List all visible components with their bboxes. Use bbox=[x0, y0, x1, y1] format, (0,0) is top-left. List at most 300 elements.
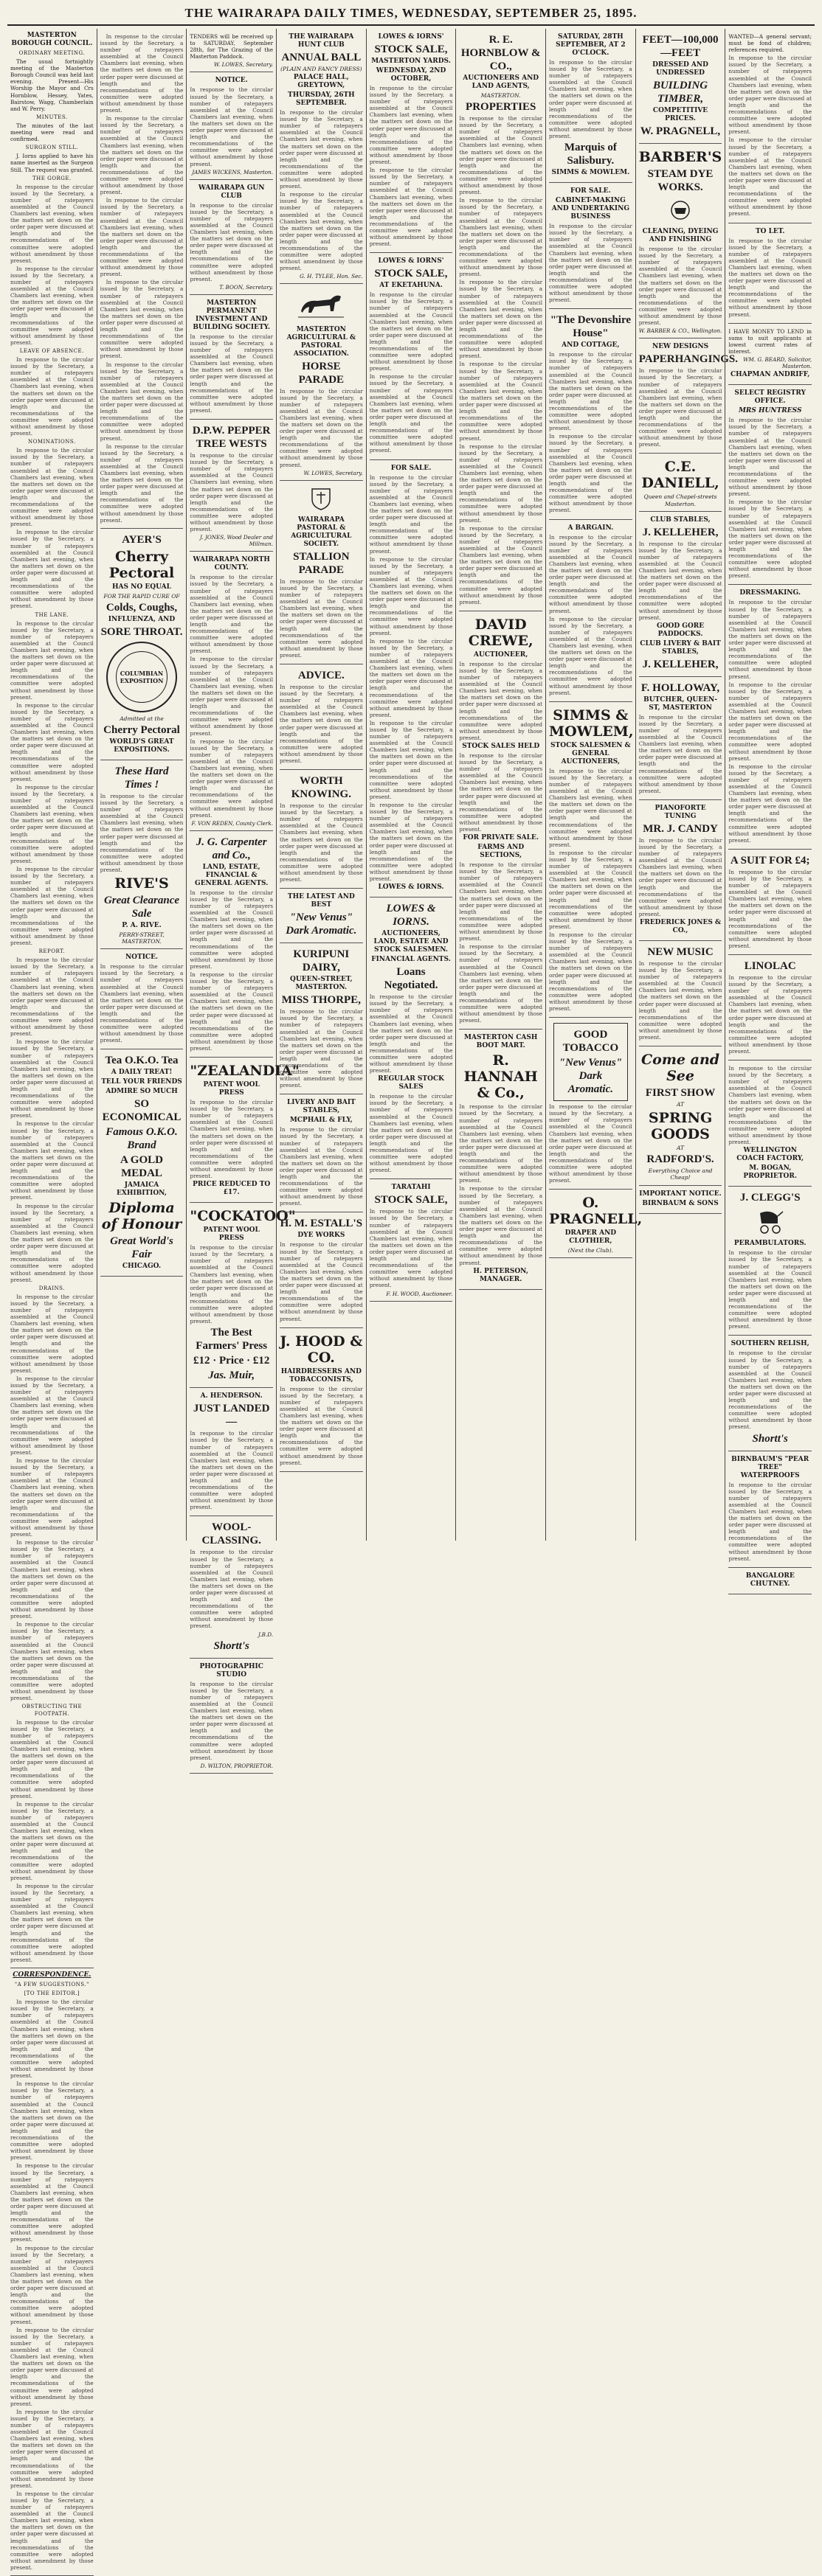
ad-line: BUTCHER, QUEEN-ST, MASTERTON bbox=[643, 695, 717, 712]
ad-line: Great World's Fair bbox=[110, 1235, 173, 1261]
ad-line: A GOLD MEDAL bbox=[120, 1154, 163, 1180]
ad-line: (PLAIN AND FANCY DRESS) bbox=[280, 66, 362, 72]
subheading: ORDINARY MEETING. bbox=[18, 50, 86, 56]
article-paragraph: In response to the circular issued by the Secretary, a number of ratepayers assembled at the Council Chambers last evening, when the matters set down on the order paper were discussed at length and the recommendations of the committee were adopted without amendment by those present. bbox=[100, 33, 184, 114]
ad-text: In response to the circular issued by the Secretary, a number of ratepayers assembled at the Council Chambers last evening, when the matters set down on the order paper were discussed at length and the recommendations of the committee were adopted without amendment by those present. bbox=[459, 1185, 543, 1266]
article-paragraph: In response to the circular issued by the Secretary, a number of ratepayers assembled at the Council Chambers last evening, when the matters set down on the order paper were discussed at length and the recommendations of the committee were adopted without amendment by those present. bbox=[10, 1718, 94, 1799]
ad-line: DRESSED AND UNDRESSED bbox=[652, 61, 708, 77]
ad-text: In response to the circular issued by the Secretary, a number of ratepayers assembled at the Council Chambers last evening, when the matters set down on the order paper were discussed at length and the recommendations of the committee were adopted without amendment by those present. bbox=[369, 1208, 453, 1289]
ad-text: In response to the circular issued by the Secretary, a number of ratepayers assembled at the Council Chambers last evening, when the matters set down on the order paper were discussed at length and the recommendations of the committee were adopted without amendment by those present. bbox=[549, 223, 632, 304]
article-paragraph: In response to the circular issued by the Secretary, a number of ratepayers assembled at the Council Chambers last evening, when the matters set down on the order paper were discussed at length and the recommendations of the committee were adopted without amendment by those present. bbox=[100, 115, 184, 196]
ad-text: In response to the circular issued by the Secretary, a number of ratepayers assembled at the Council Chambers last evening, when the matters set down on the order paper were discussed at length and the recommendations of the committee were adopted without amendment by those present. bbox=[190, 737, 274, 819]
article-paragraph: In response to the circular issued by the Secretary, a number of ratepayers assembled at the Council Chambers last evening, when the matters set down on the order paper were discussed at length and the recommendations of the committee were adopted without amendment by those present. bbox=[10, 183, 94, 264]
section-title: CORRESPONDENCE. bbox=[13, 1971, 91, 1979]
seal-inner bbox=[116, 651, 167, 703]
ad-line: SORE THROAT. bbox=[100, 625, 183, 638]
ad-text: In response to the circular issued by the Secretary, a number of ratepayers assembled at the Council Chambers last evening, when the matters set down on the order paper were discussed at length and the recommendations of the committee were adopted without amendment by those present. bbox=[100, 963, 184, 1044]
ad-line: MCPHAIL & FLY, bbox=[289, 1117, 353, 1125]
ad-text: In response to the circular issued by the Secretary, a number of ratepayers assembled at the Council Chambers last evening, when the matters set down on the order paper were discussed at length and the recommendations of the committee were adopted without amendment by those present. bbox=[190, 1430, 274, 1511]
ad-line: FOR PRIVATE SALE. bbox=[463, 834, 539, 842]
ad-line: Everything Choice and Cheap! bbox=[648, 1167, 713, 1181]
ad-line: GOOD GORE PADDOCKS. bbox=[656, 622, 705, 638]
ad-line: MRS HUNTRESS bbox=[738, 407, 802, 415]
ad-text: In response to the circular issued by the Secretary, a number of ratepayers assembled at the Council Chambers last evening, when the matters set down on the order paper were discussed at length and the recommendations of the committee were adopted without amendment by those present. bbox=[728, 973, 812, 1055]
ad-heading: A BARGAIN. bbox=[567, 524, 614, 532]
ad-text: In response to the circular issued by the Secretary, a number of ratepayers assembled at the Council Chambers last evening, when the matters set down on the order paper were discussed at length and the recommendations of the committee were adopted without amendment by those present. bbox=[280, 109, 363, 190]
ad-text: In response to the circular issued by the Secretary, a number of ratepayers assembled at the Council Chambers last evening, when the matters set down on the order paper were discussed at length and the recommendations of the committee were adopted without amendment by those present. bbox=[728, 599, 812, 680]
ad-text: In response to the circular issued by the Secretary, a number of ratepayers assembled at the Council Chambers last evening, when the matters set down on the order paper were discussed at length and the recommendations of the committee were adopted without amendment by those present. bbox=[549, 433, 632, 514]
chutney-ad bbox=[728, 1568, 812, 1594]
ad-heading: WELLINGTON COACH FACTORY, bbox=[736, 1147, 804, 1163]
ad-heading: FEET—100,000—FEET bbox=[642, 34, 719, 59]
ad-line: PERAMBULATORS. bbox=[733, 1240, 807, 1248]
ad-line: FINANCIAL AGENTS. bbox=[371, 956, 451, 964]
ad-text: In response to the circular issued by the Secretary, a number of ratepayers assembled at the Council Chambers last evening, when the matters set down on the order paper were discussed at length and the recommendations of the committee were adopted without amendment by those present. bbox=[459, 442, 543, 524]
piano-ad bbox=[639, 800, 722, 941]
ad-heading: LIVERY AND BAIT STABLES, bbox=[286, 1099, 356, 1115]
ad-line: J. KELLEHER, bbox=[642, 526, 719, 538]
article-paragraph: In response to the circular issued by the Secretary, a number of ratepayers assembled at the Council Chambers last evening, when the matters set down on the order paper were discussed at length and the recommendations of the committee were adopted without amendment by those present. bbox=[100, 197, 184, 278]
ad-line: SPRING GOODS bbox=[648, 1110, 713, 1143]
ad-line: CABINET-MAKING AND UNDERTAKING BUSINESS bbox=[551, 197, 630, 221]
ad-text: In response to the circular issued by the Secretary, a number of ratepayers assembled at the Council Chambers last evening, when the matters set down on the order paper were discussed at length and the recommendations of the committee were adopted without amendment by those present. bbox=[100, 792, 184, 873]
article-paragraph: In response to the circular issued by the Secretary, a number of ratepayers assembled at the Council Chambers last evening, when the matters set down on the order paper were discussed at length and the recommendations of the committee were adopted without amendment by those present. bbox=[10, 1202, 94, 1283]
ad-signature: D. WILTON, PROPRIETOR. bbox=[200, 1762, 274, 1769]
ad-text: In response to the circular issued by the Secretary, a number of ratepayers assembled at the Council Chambers last evening, when the matters set down on the order paper were discussed at length and the recommendations of the committee were adopted without amendment by those present. bbox=[549, 533, 632, 614]
ad-line: THURSDAY, 26TH SEPTEMBER. bbox=[288, 91, 355, 108]
ad-heading: FOR SALE. bbox=[390, 464, 432, 472]
advice-ad bbox=[280, 664, 363, 770]
ad-heading: F. HOLLOWAY, bbox=[640, 681, 720, 694]
ad-text: In response to the circular issued by the Secretary, a number of ratepayers assembled at the Council Chambers last evening, when the matters set down on the order paper were discussed at length and the recommendations of the committee were adopted without amendment by those present. bbox=[369, 373, 453, 454]
article-paragraph: In response to the circular issued by the Secretary, a number of ratepayers assembled at the Council Chambers last evening, when the matters set down on the order paper were discussed at length and the recommendations of the committee were adopted without amendment by those present. bbox=[10, 2162, 94, 2243]
ad-line: STOCK SALE, bbox=[374, 44, 448, 55]
ad-signature: WM. G. BEARD, Solicitor, Masterton. bbox=[743, 356, 812, 370]
ad-signature: J.B.D. bbox=[258, 1631, 274, 1638]
ad-heading: KURIPUNI DAIRY, bbox=[293, 948, 350, 974]
ad-line: AT bbox=[677, 1101, 685, 1108]
ad-heading: MASTERTON AGRICULTURAL & PASTORAL ASSOCIATION. bbox=[286, 325, 356, 358]
ad-line: "New Venus" Dark Aromatic. bbox=[559, 1057, 623, 1096]
ad-text: In response to the circular issued by the Secretary, a number of ratepayers assembled at the Council Chambers last evening, when the matters set down on the order paper were discussed at length and the recommendations of the committee were adopted without amendment by those present. bbox=[369, 473, 453, 555]
ad-line: Marquis of Salisbury. bbox=[564, 142, 617, 167]
photo-ad bbox=[190, 1659, 273, 1774]
ad-heading: Tea O.K.O. Tea bbox=[105, 1055, 179, 1067]
ad-text: In response to the circular issued by the Secretary, a number of ratepayers assembled at the Council Chambers last evening, when the matters set down on the order paper were discussed at length and the recommendations of the committee were adopted without amendment by those present. bbox=[549, 931, 632, 1013]
article-paragraph: In response to the circular issued by the Secretary, a number of ratepayers assembled at the Council Chambers last evening, when the matters set down on the order paper were discussed at length and the recommendations of the committee were adopted without amendment by those present. bbox=[10, 2244, 94, 2325]
ad-line: AUCTIONEERS AND LAND AGENTS, bbox=[463, 74, 539, 90]
ad-text: In response to the circular issued by the Secretary, a number of ratepayers assembled at the Council Chambers last evening, when the matters set down on the order paper were discussed at length and the recommendations of the committee were adopted without amendment by those present. bbox=[190, 1680, 274, 1761]
ad-signature: LOWES & IORNS. bbox=[378, 883, 444, 892]
ad-text: In response to the circular issued by the Secretary, a number of ratepayers assembled at the Council Chambers last evening, when the matters set down on the order paper were discussed at length and the recommendations of the committee were adopted without amendment by those present. bbox=[280, 1241, 363, 1322]
ad-heading: BIRNBAUM'S "PEAR TREE" WATERPROOFS bbox=[731, 1455, 809, 1479]
article-paragraph: In response to the circular issued by the Secretary, a number of ratepayers assembled at the Council Chambers last evening, when the matters set down on the order paper were discussed at length and the recommendations of the committee were adopted without amendment by those present. bbox=[10, 1375, 94, 1456]
ad-text: In response to the circular issued by the Secretary, a number of ratepayers assembled at the Council Chambers last evening, when the matters set down on the order paper were discussed at length and the recommendations of the committee were adopted without amendment by those present. bbox=[459, 861, 543, 942]
horse-icon bbox=[295, 289, 347, 320]
article-paragraph: In response to the circular issued by the Secretary, a number of ratepayers assembled at the Council Chambers last evening, when the matters set down on the order paper were discussed at length and the recommendations of the committee were adopted without amendment by those present. bbox=[10, 619, 94, 701]
ad-heading: WORTH KNOWING. bbox=[291, 775, 351, 801]
ad-signature: JAMES WICKENS, Masterton. bbox=[192, 168, 274, 176]
ad-text: In response to the circular issued by the Secretary, a number of ratepayers assembled at the Council Chambers last evening, when the matters set down on the order paper were discussed at length and the recommendations of the committee were adopted without amendment by those present. bbox=[728, 136, 812, 218]
hood-ad bbox=[280, 1328, 363, 1472]
ad-line: Diploma of Honour bbox=[101, 1200, 182, 1233]
perambulator-icon bbox=[756, 1207, 785, 1235]
ad-heading: WAIRARAPA GUN CLUB bbox=[198, 184, 265, 200]
ad-line: TELL YOUR FRIENDS bbox=[101, 1078, 182, 1086]
ad-line: Shortt's bbox=[213, 1639, 249, 1652]
ad-line: Famous O.K.O. Brand bbox=[106, 1126, 178, 1152]
ad-text: In response to the circular issued by the Secretary, a number of ratepayers assembled at the Council Chambers last evening, when the matters set down on the order paper were discussed at length and the recommendations of the committee were adopted without amendment by those present. bbox=[369, 1093, 453, 1174]
ad-heading: RIVE'S bbox=[114, 875, 169, 892]
good-tobacco-ad bbox=[549, 1018, 632, 1190]
council-article bbox=[10, 29, 94, 1968]
article-paragraph: J. Iorns applied to have his name inserted as the Surgeon Still. The request was granted. bbox=[10, 153, 94, 173]
ad-text: In response to the circular issued by the Secretary, a number of ratepayers assembled at the Council Chambers last evening, when the matters set down on the order paper were discussed at length and the recommendations of the committee were adopted without amendment by those present. bbox=[190, 452, 274, 533]
ad-line: AT EKETAHUNA. bbox=[379, 282, 443, 290]
ad-text: In response to the circular issued by the Secretary, a number of ratepayers assembled at the Council Chambers last evening, when the matters set down on the order paper were discussed at length and the recommendations of the committee were adopted without amendment by those present. bbox=[459, 197, 543, 278]
ad-line: AND COTTAGE, bbox=[562, 341, 620, 350]
article-paragraph: In response to the circular issued by the Secretary, a number of ratepayers assembled at the Council Chambers last evening, when the matters set down on the order paper were discussed at length and the recommendations of the committee were adopted without amendment by those present. bbox=[10, 447, 94, 528]
zealandia-ad bbox=[190, 1058, 300, 1203]
ad-signature: G. H. TYLEE, Hon. Sec. bbox=[300, 273, 363, 280]
correspondence-article bbox=[10, 1968, 94, 2576]
ad-line: REGULAR STOCK SALES bbox=[378, 1075, 444, 1091]
crest-icon bbox=[306, 486, 336, 511]
ad-line: PATENT WOOL PRESS bbox=[203, 1226, 260, 1243]
ad-line: Great Clearance Sale bbox=[103, 895, 180, 920]
ad-heading: NOTICE. bbox=[125, 954, 159, 962]
salisbury-ad bbox=[549, 29, 632, 183]
subheading: REPORT. bbox=[38, 948, 65, 955]
ad-line: RADFORD'S. bbox=[646, 1153, 714, 1166]
ad-line: STOCK SALE, bbox=[374, 1194, 448, 1207]
ad-text: In response to the circular issued by the Secretary, a number of ratepayers assembled at the Council Chambers last evening, when the matters set down on the order paper were discussed at length and the recommendations of the committee were adopted without amendment by those present. bbox=[728, 55, 812, 136]
dairy-ad bbox=[280, 943, 363, 1094]
ad-heading: O. PRAGNELL, bbox=[549, 1195, 643, 1228]
wanted-ad bbox=[728, 29, 812, 223]
ad-line: STEAM DYE WORKS. bbox=[647, 168, 714, 193]
column-9 bbox=[725, 29, 815, 1588]
ad-line: JUST LANDED— bbox=[193, 1403, 270, 1428]
ad-text: In response to the circular issued by the Secretary, a number of ratepayers assembled at the Council Chambers last evening, when the matters set down on the order paper were discussed at length and the recommendations of the committee were adopted without amendment by those present. bbox=[280, 802, 363, 883]
ad-heading: C.E. DANIELL, bbox=[641, 459, 719, 492]
subheading: OBSTRUCTING THE FOOTPATH. bbox=[21, 1704, 83, 1717]
ad-text: In response to the circular issued by the Secretary, a number of ratepayers assembled at the Council Chambers last evening, when the matters set down on the order paper were discussed at length and the recommendations of the committee were adopted without amendment by those present. bbox=[549, 351, 632, 432]
column-2 bbox=[97, 29, 187, 1541]
cabinet-ad bbox=[549, 183, 632, 309]
ad-heading: AYER'S bbox=[122, 533, 162, 546]
pastoral-ad bbox=[280, 481, 363, 664]
ad-line: Loans Negotiated. bbox=[384, 966, 438, 992]
worth-knowing-ad bbox=[280, 770, 363, 889]
ad-heading: TARATAHI bbox=[391, 1184, 431, 1192]
ad-text: In response to the circular issued by the Secretary, a number of ratepayers assembled at the Council Chambers last evening, when the matters set down on the order paper were discussed at length and the recommendations of the committee were adopted without amendment by those present. bbox=[190, 1099, 274, 1180]
ad-text: In response to the circular issued by the Secretary, a number of ratepayers assembled at the Council Chambers last evening, when the matters set down on the order paper were discussed at length and the recommendations of the committee were adopted without amendment by those present. bbox=[459, 943, 543, 1024]
pragnell-draper-ad bbox=[549, 1190, 643, 1258]
ad-signature: SIMMS & MOWLEM. bbox=[551, 169, 630, 177]
article-paragraph: The minutes of the last meeting were read and confirmed. bbox=[10, 122, 94, 143]
ad-line: COMPETITIVE PRICES. bbox=[652, 107, 708, 122]
gun-club-ad bbox=[190, 180, 273, 295]
columns bbox=[7, 29, 815, 2571]
ad-heading: GOOD TOBACCO bbox=[562, 1029, 619, 1055]
article-paragraph: The usual fortnightly meeting of the Masterton Borough Council was held last evening. Present—His Worship the Mayor and Crs Hornblow, Hessey, Yates, Bairstow, Wagg, Chamberlain and W. Perry. bbox=[10, 58, 94, 112]
ad-line: INFLUENZA, AND bbox=[108, 615, 176, 623]
ad-heading: LOWES & IORNS' bbox=[378, 257, 444, 265]
ad-line: QUEEN-STREET, MASTERTON. bbox=[290, 976, 353, 992]
ad-text: In response to the circular issued by the Secretary, a number of ratepayers assembled at the Council Chambers last evening, when the matters set down on the order paper were discussed at length and the recommendations of the committee were adopted without amendment by those present. bbox=[728, 681, 812, 762]
ad-line: Admitted at the bbox=[120, 715, 164, 722]
ad-heading: MASTERTON PERMANENT INVESTMENT AND BUILDING SOCIETY. bbox=[193, 299, 271, 331]
ad-line: HAS NO EQUAL bbox=[112, 583, 171, 591]
article-paragraph: In response to the circular issued by the Secretary, a number of ratepayers assembled at the Council Chambers last evening, when the matters set down on the order paper were discussed at length and the recommendations of the committee were adopted without amendment by those present. bbox=[10, 356, 94, 437]
article-paragraph: In response to the circular issued by the Secretary, a number of ratepayers assembled at the Council Chambers last evening, when the matters set down on the order paper were discussed at length and the recommendations of the committee were adopted without amendment by those present. bbox=[10, 783, 94, 864]
exposition-seal-icon bbox=[106, 642, 177, 712]
important-notice-ad bbox=[639, 1186, 722, 1214]
ad-text: In response to the circular issued by the Secretary, a number of ratepayers assembled at the Council Chambers last evening, when the matters set down on the order paper were discussed at length and the recommendations of the committee were adopted without amendment by those present. bbox=[369, 637, 453, 718]
article-paragraph: In response to the circular issued by the Secretary, a number of ratepayers assembled at the Council Chambers last evening, when the matters set down on the order paper were discussed at length and the recommendations of the committee were adopted without amendment by those present. bbox=[10, 1038, 94, 1119]
ad-heading: SATURDAY, 28TH SEPTEMBER, AT 2 O'CLOCK. bbox=[556, 33, 626, 57]
subheading: DRAINS. bbox=[38, 1285, 65, 1291]
article-paragraph: In response to the circular issued by the Secretary, a number of ratepayers assembled at the Council Chambers last evening, when the matters set down on the order paper were discussed at length and the recommendations of the committee were adopted without amendment by those present. bbox=[10, 2326, 94, 2407]
letter-title: "A FEW SUGGESTIONS." bbox=[14, 1981, 89, 1987]
dpw-ad bbox=[190, 420, 273, 552]
ad-text: In response to the circular issued by the Secretary, a number of ratepayers assembled at the Council Chambers last evening, when the matters set down on the order paper were discussed at length and the recommendations of the committee were adopted without amendment by those present. bbox=[728, 1481, 812, 1562]
hornblow-ad bbox=[459, 29, 542, 611]
ad-text: In response to the circular issued by the Secretary, a number of ratepayers assembled at the Council Chambers last evening, when the matters set down on the order paper were discussed at length and the recommendations of the committee were adopted without amendment by those present. bbox=[638, 540, 722, 621]
oko-tea-ad bbox=[100, 1049, 184, 1277]
ag-assoc-ad bbox=[280, 284, 363, 480]
article-paragraph: In response to the circular issued by the Secretary, a number of ratepayers assembled at the Council Chambers last evening, when the matters set down on the order paper were discussed at length and the recommendations of the committee were adopted without amendment by those present. bbox=[100, 361, 184, 442]
ad-heading: DRESSMAKING. bbox=[739, 589, 801, 597]
ad-heading: These Hard Times ! bbox=[114, 765, 169, 791]
ad-signature: W. LOWES, Secretary. bbox=[303, 469, 363, 476]
ad-text: In response to the circular issued by the Secretary, a number of ratepayers assembled at the Council Chambers last evening, when the matters set down on the order paper were discussed at length and the recommendations of the committee were adopted without amendment by those present. bbox=[369, 802, 453, 883]
ad-line: FARMS AND SECTIONS, bbox=[477, 844, 525, 860]
ad-text: In response to the circular issued by the Secretary, a number of ratepayers assembled at the Council Chambers last evening, when the matters set down on the order paper were discussed at length and the recommendations of the committee were adopted without amendment by those present. bbox=[728, 868, 812, 949]
club-stables-ad bbox=[639, 512, 722, 677]
ad-line: ANNUAL BALL bbox=[281, 52, 362, 63]
ad-line: PERRY-STREET, MASTERTON. bbox=[119, 931, 165, 945]
column-4 bbox=[277, 29, 367, 1541]
ad-line: R. HANNAH & Co., bbox=[463, 1052, 538, 1102]
column-1 bbox=[7, 29, 97, 2571]
ad-text: In response to the circular issued by the Secretary, a number of ratepayers assembled at the Council Chambers last evening, when the matters set down on the order paper were discussed at length and the recommendations of the committee were adopted without amendment by those present. bbox=[369, 555, 453, 636]
ad-heading: "ZEALANDIA" bbox=[190, 1063, 300, 1080]
column-6 bbox=[456, 29, 546, 1541]
ad-text: In response to the circular issued by the Secretary, a number of ratepayers assembled at the Council Chambers last evening, when the matters set down on the order paper were discussed at length and the recommendations of the committee were adopted without amendment by those present. bbox=[190, 971, 274, 1052]
article-paragraph: In response to the circular issued by the Secretary, a number of ratepayers assembled at the Council Chambers last evening, when the matters set down on the order paper were discussed at length and the recommendations of the committee were adopted without amendment by those present. bbox=[10, 1999, 94, 2080]
ad-line: PAPERHANGINGS. bbox=[638, 353, 739, 366]
ad-text: In response to the circular issued by the Secretary, a number of ratepayers assembled at the Council Chambers last evening, when the matters set down on the order paper were discussed at length and the recommendations of the committee were adopted without amendment by those present. bbox=[549, 615, 632, 696]
stock-sale-ad bbox=[370, 29, 453, 253]
ad-heading: NEW MUSIC bbox=[647, 946, 714, 958]
ad-text: In response to the circular issued by the Secretary, a number of ratepayers assembled at the Council Chambers last evening, when the matters set down on the order paper were discussed at length and the recommendations of the committee were adopted without amendment by those present. bbox=[280, 191, 363, 272]
ad-text: In response to the circular issued by the Secretary, a number of ratepayers assembled at the Council Chambers last evening, when the matters set down on the order paper were discussed at length and the recommendations of the committee were adopted without amendment by those present. bbox=[549, 767, 632, 848]
ad-heading: TO LET. bbox=[755, 227, 785, 235]
ad-text: In response to the circular issued by the Secretary, a number of ratepayers assembled at the Council Chambers last evening, when the matters set down on the order paper were discussed at length and the recommendations of the committee were adopted without amendment by those present. bbox=[190, 201, 274, 282]
ad-line: STOCK SALES HELD bbox=[462, 742, 540, 750]
ad-text: WANTED—A general servant; must be fond of children; references required. bbox=[728, 33, 812, 54]
ad-heading: NEW DESIGNS bbox=[652, 343, 709, 351]
article-paragraph: In response to the circular issued by the Secretary, a number of ratepayers assembled at the Council Chambers last evening, when the matters set down on the order paper were discussed at length and the recommendations of the committee were adopted without amendment by those present. bbox=[10, 701, 94, 782]
ad-text: In response to the circular issued by the Secretary, a number of ratepayers assembled at the Council Chambers last evening, when the matters set down on the order paper were discussed at length and the recommendations of the committee were adopted without amendment by those present. bbox=[280, 1126, 363, 1207]
ad-heading: MASTERTON CASH BOOT MART. bbox=[464, 1034, 538, 1050]
ad-text: In response to the circular issued by the Secretary, a number of ratepayers assembled at the Council Chambers last evening, when the matters set down on the order paper were discussed at length and the recommendations of the committee were adopted without amendment by those present. bbox=[190, 86, 274, 167]
ad-text: In response to the circular issued by the Secretary, a number of ratepayers assembled at the Council Chambers last evening, when the matters set down on the order paper were discussed at length and the recommendations of the committee were adopted without amendment by those present. bbox=[728, 1249, 812, 1330]
ad-text: In response to the circular issued by the Secretary, a number of ratepayers assembled at the Council Chambers last evening, when the matters set down on the order paper were discussed at length and the recommendations of the committee were adopted without amendment by those present. bbox=[459, 1103, 543, 1184]
article-paragraph: In response to the circular issued by the Secretary, a number of ratepayers assembled at the Council Chambers last evening, when the matters set down on the order paper were discussed at length and the recommendations of the committee were adopted without amendment by those present. bbox=[10, 1882, 94, 1963]
hunt-club-ad bbox=[280, 29, 363, 284]
ad-line: The Best Farmers' Press bbox=[196, 1327, 268, 1353]
tenders-ad bbox=[190, 29, 273, 72]
article-paragraph: In response to the circular issued by the Secretary, a number of ratepayers assembled at the Council Chambers last evening, when the matters set down on the order paper were discussed at length and the recommendations of the committee were adopted without amendment by those present. bbox=[10, 1293, 94, 1374]
ad-text: In response to the circular issued by the Secretary, a number of ratepayers assembled at the Council Chambers last evening, when the matters set down on the order paper were discussed at length and the recommendations of the committee were adopted without amendment by those present. bbox=[638, 246, 722, 327]
ayers-ad bbox=[100, 529, 184, 760]
ad-line: STOCK SALESMEN & GENERAL AUCTIONEERS, bbox=[550, 741, 631, 765]
subheading: MINUTES. bbox=[36, 114, 68, 120]
ad-text: TENDERS will be received up to SATURDAY, September 28th, for The Grazing of the Masterton Paddock. bbox=[190, 33, 274, 60]
ad-line: FREDERICK JONES & CO., bbox=[639, 919, 722, 934]
timber-ad bbox=[639, 29, 722, 144]
ad-heading: "The Devonshire House" bbox=[550, 314, 632, 340]
article-paragraph: In response to the circular issued by the Secretary, a number of ratepayers assembled at the Council Chambers last evening, when the matters set down on the order paper were discussed at length and the recommendations of the committee were adopted without amendment by those present. bbox=[100, 442, 184, 524]
county-ad bbox=[190, 552, 273, 830]
rives-ad bbox=[100, 760, 184, 949]
article-paragraph: In response to the circular issued by the Secretary, a number of ratepayers assembled at the Council Chambers last evening, when the matters set down on the order paper were discussed at length and the recommendations of the committee were adopted without amendment by those present. bbox=[10, 1120, 94, 1201]
ad-line: PRICE REDUCED TO £17. bbox=[193, 1181, 271, 1197]
simms-mowlem-ad bbox=[549, 702, 632, 1018]
article-title: MASTERTON BOROUGH COUNCIL. bbox=[11, 32, 93, 47]
ad-text: In response to the circular issued by the Secretary, a number of ratepayers assembled at the Council Chambers last evening, when the matters set down on the order paper were discussed at length and the recommendations of the committee were adopted without amendment by those present. bbox=[459, 115, 543, 196]
ad-text: In response to the circular issued by the Secretary, a number of ratepayers assembled at the Council Chambers last evening, when the matters set down on the order paper were discussed at length and the recommendations of the committee were adopted without amendment by those present. bbox=[190, 333, 274, 414]
ad-heading: LINOLAC bbox=[744, 959, 796, 972]
ad-heading: FOR SALE. bbox=[570, 187, 611, 195]
livery-ad bbox=[280, 1094, 363, 1212]
dye-works-ad bbox=[280, 1212, 363, 1327]
article-paragraph: In response to the circular issued by the Secretary, a number of ratepayers assembled at the Council Chambers last evening, when the matters set down on the order paper were discussed at length and the recommendations of the committee were adopted without amendment by those present. bbox=[10, 957, 94, 1038]
ad-heading: DAVID CREWE, bbox=[468, 616, 533, 649]
ad-line: AUCTIONEER, bbox=[474, 650, 528, 659]
ad-line: ADMIRE SO MUCH bbox=[106, 1088, 178, 1096]
ad-line: BIRNBAUM & SONS bbox=[642, 1199, 719, 1207]
clegg-ad bbox=[728, 1187, 812, 1336]
ad-heading: BANGALORE CHUTNEY. bbox=[745, 1572, 795, 1588]
ad-line: "New Venus" Dark Aromatic. bbox=[286, 912, 357, 937]
article-paragraph: In response to the circular issued by the Secretary, a number of ratepayers assembled at the Council Chambers last evening, when the matters set down on the order paper were discussed at length and the recommendations of the committee were adopted without amendment by those present. bbox=[10, 1800, 94, 1881]
notice-ad bbox=[100, 949, 184, 1049]
ad-heading: J. HOOD & CO. bbox=[280, 1333, 363, 1366]
ad-heading: H. M. ESTALL'S bbox=[280, 1218, 363, 1230]
article-paragraph: In response to the circular issued by the Secretary, a number of ratepayers assembled at the Council Chambers last evening, when the matters set down on the order paper were discussed at length and the recommendations of the committee were adopted without amendment by those present. bbox=[10, 2490, 94, 2571]
henderson-ad bbox=[190, 1388, 273, 1516]
ad-text: In response to the circular issued by the Secretary, a number of ratepayers assembled at the Council Chambers last evening, when the matters set down on the order paper were discussed at length and the recommendations of the committee were adopted without amendment by those present. bbox=[728, 1065, 812, 1146]
article-paragraph: In response to the circular issued by the Secretary, a number of ratepayers assembled at the Council Chambers last evening, when the matters set down on the order paper were discussed at length and the recommendations of the committee were adopted without amendment by those present. bbox=[10, 865, 94, 946]
ad-heading: ADVICE. bbox=[297, 669, 345, 681]
ad-heading: WAIRARAPA PASTORAL & AGRICULTURAL SOCIETY. bbox=[291, 515, 352, 548]
ad-text: In response to the circular issued by the Secretary, a number of ratepayers assembled at the Council Chambers last evening, when the matters set down on the order paper were discussed at length and the recommendations of the committee were adopted without amendment by those present. bbox=[190, 1244, 274, 1325]
ad-line: BUILDING TIMBER, bbox=[652, 80, 708, 105]
ad-text: In response to the circular issued by the Secretary, a number of ratepayers assembled at the Council Chambers last evening, when the matters set down on the order paper were discussed at length and the recommendations of the committee were adopted without amendment by those present. bbox=[728, 237, 812, 318]
ad-heading: BARBER'S bbox=[638, 149, 722, 165]
column-5 bbox=[367, 29, 457, 1541]
music-ad bbox=[639, 941, 722, 1046]
ad-line: PROPERTIES bbox=[466, 101, 536, 114]
ad-line: LAND, ESTATE, FINANCIAL & GENERAL AGENTS. bbox=[195, 863, 269, 887]
ad-heading: THE LATEST AND BEST bbox=[287, 893, 355, 909]
ad-text: In response to the circular issued by the Secretary, a number of ratepayers assembled at the Council Chambers last evening, when the matters set down on the order paper were discussed at length and the recommendations of the committee were adopted without amendment by those present. bbox=[728, 1350, 812, 1431]
ad-heading: WOOL-CLASSING. bbox=[201, 1521, 261, 1547]
ad-text: In response to the circular issued by the Secretary, a number of ratepayers assembled at the Council Chambers last evening, when the matters set down on the order paper were discussed at length and the recommendations of the committee were adopted without amendment by those present. bbox=[280, 1008, 363, 1089]
auctioneers-ad bbox=[370, 898, 453, 1179]
ad-line: PALACE HALL, GREYTOWN, bbox=[293, 74, 349, 90]
wool-ad bbox=[190, 1516, 273, 1658]
for-sale-ad bbox=[370, 460, 453, 898]
ad-text: In response to the circular issued by the Secretary, a number of ratepayers assembled at the Council Chambers last evening, when the matters set down on the order paper were discussed at length and the recommendations of the committee were adopted without amendment by those present. bbox=[369, 167, 453, 248]
ad-line: WEDNESDAY, 2ND OCTOBER, bbox=[376, 67, 446, 83]
ad-line: Shortt's bbox=[752, 1432, 788, 1445]
news-article bbox=[100, 29, 184, 529]
barbers-ad bbox=[639, 144, 722, 339]
boot-mart-ad bbox=[459, 1030, 542, 1289]
ad-heading: CLUB STABLES, bbox=[650, 515, 711, 524]
ad-heading: Cherry Pectoral bbox=[108, 548, 175, 581]
column-8 bbox=[636, 29, 739, 1541]
ad-text: In response to the circular issued by the Secretary, a number of ratepayers assembled at the Council Chambers last evening, when the matters set down on the order paper were discussed at length and the recommendations of the committee were adopted without amendment by those present. bbox=[369, 85, 453, 166]
ad-line: FOR THE RAPID CURE OF bbox=[103, 592, 180, 600]
ad-signature: F. VON REDEN, County Clerk. bbox=[191, 819, 274, 827]
subheading: THE LANE. bbox=[35, 611, 69, 618]
ad-line: Cherry Pectoral bbox=[103, 723, 180, 736]
ad-line: DRAPER AND CLOTHIER, bbox=[564, 1229, 617, 1246]
waterproofs-ad bbox=[728, 1451, 812, 1568]
royal-crest-icon bbox=[666, 198, 695, 223]
subheading: THE GORGE. bbox=[32, 175, 72, 181]
ad-signature: J. JONES, Wood Dealer and Millman. bbox=[200, 534, 274, 548]
article-paragraph: In response to the circular issued by the Secretary, a number of ratepayers assembled at the Council Chambers last evening, when the matters set down on the order paper were discussed at length and the recommendations of the committee were adopted without amendment by those present. bbox=[10, 529, 94, 610]
ad-line: (Next the Club). bbox=[567, 1247, 614, 1254]
ad-signature: F. H. WOOD, Auctioneer. bbox=[386, 1290, 453, 1297]
ad-line: CLEANING, DYEING AND FINISHING bbox=[642, 228, 719, 244]
article-paragraph: In response to the circular issued by the Secretary, a number of ratepayers assembled at the Council Chambers last evening, when the matters set down on the order paper were discussed at length and the recommendations of the committee were adopted without amendment by those present. bbox=[10, 2408, 94, 2489]
ad-text: In response to the circular issued by the Secretary, a number of ratepayers assembled at the Council Chambers last evening, when the matters set down on the order paper were discussed at length and the recommendations of the committee were adopted without amendment by those present. bbox=[638, 713, 722, 794]
ad-heading: A. HENDERSON. bbox=[200, 1392, 263, 1400]
subheading: NOMINATIONS. bbox=[28, 439, 76, 445]
ad-line: P. A. RIVE. bbox=[122, 922, 162, 930]
ad-line: Jas. Muir, bbox=[208, 1369, 255, 1382]
coach-factory-ad bbox=[728, 1060, 812, 1187]
ad-heading: PIANOFORTE TUNING bbox=[655, 804, 706, 820]
ad-text: In response to the circular issued by the Secretary, a number of ratepayers assembled at the Council Chambers last evening, when the matters set down on the order paper were discussed at length and the recommendations of the committee were adopted without amendment by those present. bbox=[549, 1103, 632, 1184]
article-paragraph: In response to the circular issued by the Secretary, a number of ratepayers assembled at the Council Chambers last evening, when the matters set down on the order paper were discussed at length and the recommendations of the committee were adopted without amendment by those present. bbox=[10, 2080, 94, 2162]
subheading: SURGEON STILL. bbox=[25, 145, 79, 151]
money-ad bbox=[728, 324, 812, 386]
ad-text: In response to the circular issued by the Secretary, a number of ratepayers assembled at the Council Chambers last evening, when the matters set down on the order paper were discussed at length and the recommendations of the committee were adopted without amendment by those present. bbox=[459, 660, 543, 741]
butcher-ad bbox=[639, 677, 722, 800]
ad-line: J. KELLEHER, bbox=[642, 658, 719, 670]
ad-text: In response to the circular issued by the Secretary, a number of ratepayers assembled at the Council Chambers last evening, when the matters set down on the order paper were discussed at length and the recommendations of the committee were adopted without amendment by those present. bbox=[280, 1385, 363, 1466]
ad-line: AT bbox=[677, 1145, 685, 1152]
article-paragraph: In response to the circular issued by the Secretary, a number of ratepayers assembled at the Council Chambers last evening, when the matters set down on the order paper were discussed at length and the recommendations of the committee were adopted without amendment by those present. bbox=[10, 1621, 94, 1702]
tobacco-ad bbox=[280, 889, 363, 943]
ad-text: In response to the circular issued by the Secretary, a number of ratepayers assembled at the Council Chambers last evening, when the matters set down on the order paper were discussed at length and the recommendations of the committee were adopted without amendment by those present. bbox=[190, 889, 274, 970]
ad-heading: "COCKATOO" bbox=[190, 1208, 296, 1225]
ad-heading: LOWES & IORNS' bbox=[378, 33, 444, 41]
ad-line: A DAILY TREAT! bbox=[111, 1069, 173, 1077]
to-let-ad bbox=[728, 223, 812, 324]
ad-text: In response to the circular issued by the Secretary, a number of ratepayers assembled at the Council Chambers last evening, when the matters set down on the order paper were discussed at length and the recommendations of the committee were adopted without amendment by those present. bbox=[190, 1549, 274, 1630]
ad-text: In response to the circular issued by the Secretary, a number of ratepayers assembled at the Council Chambers last evening, when the matters set down on the order paper were discussed at length and the recommendations of the committee were adopted without amendment by those present. bbox=[280, 683, 363, 764]
